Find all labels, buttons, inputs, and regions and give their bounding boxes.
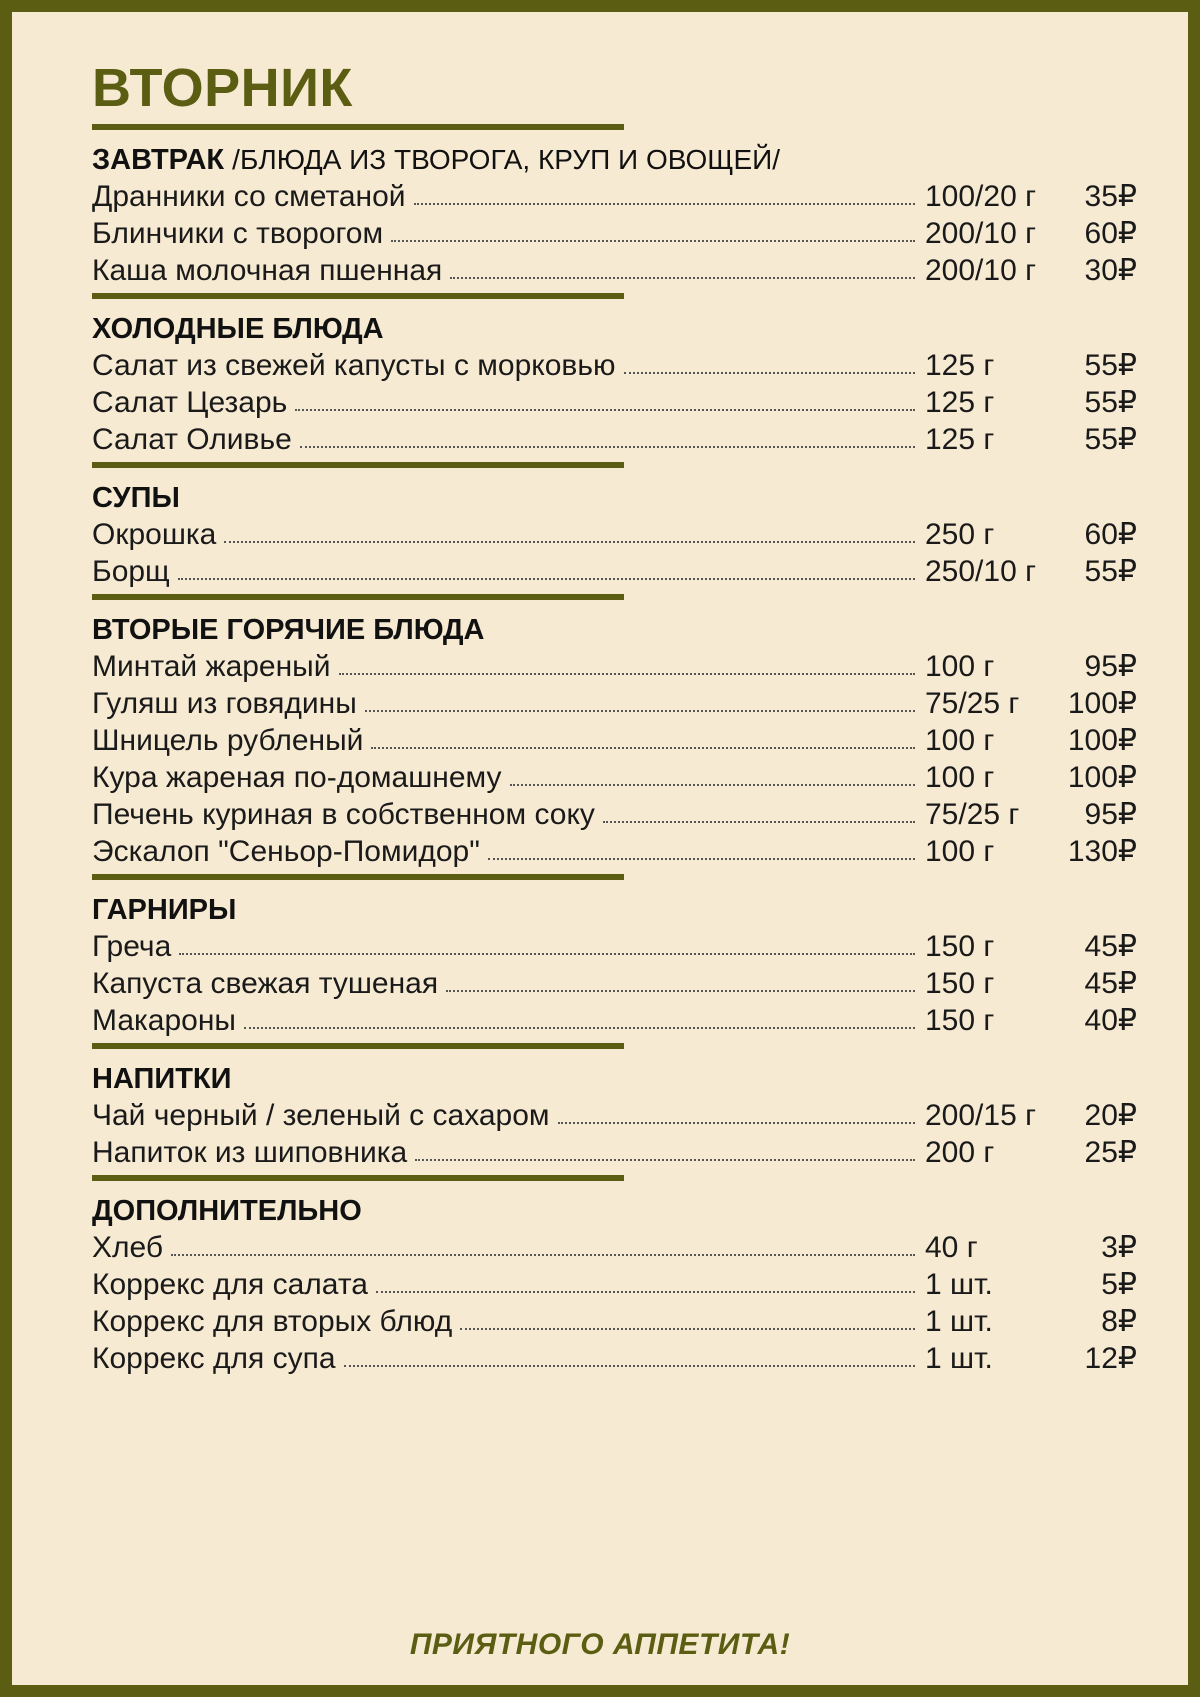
item-weight: 100 г (925, 835, 995, 868)
menu-item (92, 1002, 1137, 1039)
item-weight: 250 г (925, 518, 995, 551)
item-name: Хлеб (92, 1231, 164, 1264)
item-weight: 125 г (925, 423, 995, 456)
section-title: ВТОРЫЕ ГОРЯЧИЕ БЛЮДА (92, 614, 485, 646)
item-weight: 200 г (925, 1136, 995, 1169)
item-weight: 40 г (925, 1231, 978, 1264)
item-weight: 125 г (925, 349, 995, 382)
menu-item (92, 1229, 1137, 1266)
item-weight: 200/10 г (925, 217, 1037, 250)
item-price: 60₽ (1084, 518, 1137, 551)
dot-leader (339, 673, 915, 675)
section-title: ЗАВТРАК (92, 144, 225, 176)
item-name: Капуста свежая тушеная (92, 967, 439, 1000)
menu-section (92, 142, 1137, 299)
item-weight: 100 г (925, 724, 995, 757)
dot-leader (371, 747, 915, 749)
item-price: 55₽ (1084, 555, 1137, 588)
menu-item (92, 384, 1137, 421)
item-weight: 1 шт. (925, 1305, 993, 1338)
title-divider (92, 124, 624, 130)
dot-leader (295, 409, 915, 411)
section-heading (92, 480, 1137, 516)
menu-item (92, 421, 1137, 458)
item-name: Макароны (92, 1004, 236, 1037)
menu-item (92, 553, 1137, 590)
section-note: /БЛЮДА ИЗ ТВОРОГА, КРУП И ОВОЩЕЙ/ (232, 144, 781, 175)
item-name: Блинчики с творогом (92, 217, 384, 250)
section-divider (92, 1175, 624, 1181)
item-name: Салат Оливье (92, 423, 292, 456)
section-title: ГАРНИРЫ (92, 894, 237, 926)
dot-leader (178, 578, 915, 580)
dot-leader (510, 784, 915, 786)
item-name: Коррекс для салата (92, 1268, 368, 1301)
menu-item (92, 1134, 1137, 1171)
menu-section (92, 311, 1137, 468)
item-name: Коррекс для супа (92, 1342, 336, 1375)
section-heading (92, 1193, 1137, 1229)
dot-leader (558, 1122, 915, 1124)
menu-item (92, 1266, 1137, 1303)
dot-leader (488, 858, 915, 860)
menu-item (92, 178, 1137, 215)
menu-item (92, 1340, 1137, 1377)
item-name: Коррекс для вторых блюд (92, 1305, 453, 1338)
item-name: Борщ (92, 555, 170, 588)
dot-leader (624, 372, 915, 374)
item-price: 5₽ (1101, 1268, 1137, 1301)
item-price: 25₽ (1084, 1136, 1137, 1169)
item-name: Окрошка (92, 518, 217, 551)
item-name: Кура жареная по-домашнему (92, 761, 502, 794)
menu-item (92, 965, 1137, 1002)
item-weight: 250/10 г (925, 555, 1037, 588)
menu-item (92, 1303, 1137, 1340)
menu-item (92, 516, 1137, 553)
item-name: Греча (92, 930, 172, 963)
item-name: Эскалоп "Сеньор-Помидор" (92, 835, 480, 868)
menu-item (92, 796, 1137, 833)
dot-leader (603, 821, 915, 823)
menu-section (92, 1061, 1137, 1181)
item-weight: 75/25 г (925, 687, 1020, 720)
item-price: 40₽ (1084, 1004, 1137, 1037)
item-price: 55₽ (1084, 423, 1137, 456)
section-heading (92, 311, 1137, 347)
item-weight: 150 г (925, 1004, 995, 1037)
dot-leader (300, 446, 915, 448)
item-price: 20₽ (1084, 1099, 1137, 1132)
menu-item (92, 685, 1137, 722)
item-weight: 200/10 г (925, 254, 1037, 287)
menu-item (92, 722, 1137, 759)
menu-content (92, 56, 1137, 1377)
page-title: ВТОРНИК (92, 58, 353, 118)
item-name: Минтай жареный (92, 650, 331, 683)
item-weight: 125 г (925, 386, 995, 419)
menu-sections (92, 142, 1137, 1377)
item-price: 95₽ (1084, 650, 1137, 683)
item-price: 45₽ (1084, 967, 1137, 1000)
dot-leader (171, 1254, 915, 1256)
item-price: 35₽ (1084, 180, 1137, 213)
item-name: Напиток из шиповника (92, 1136, 408, 1169)
item-price: 45₽ (1084, 930, 1137, 963)
item-name: Шницель рубленый (92, 724, 364, 757)
item-weight: 1 шт. (925, 1268, 993, 1301)
dot-leader (391, 240, 915, 242)
menu-item (92, 759, 1137, 796)
menu-item (92, 1097, 1137, 1134)
dot-leader (415, 1159, 915, 1161)
item-weight: 150 г (925, 930, 995, 963)
section-title: ХОЛОДНЫЕ БЛЮДА (92, 313, 384, 345)
section-divider (92, 1043, 624, 1049)
item-name: Салат из свежей капусты с морковью (92, 349, 616, 382)
dot-leader (365, 710, 915, 712)
menu-section (92, 612, 1137, 880)
item-weight: 150 г (925, 967, 995, 1000)
menu-item (92, 215, 1137, 252)
dot-leader (376, 1291, 915, 1293)
item-price: 55₽ (1084, 386, 1137, 419)
footer-slogan: ПРИЯТНОГО АППЕТИТА! (409, 1628, 791, 1661)
item-weight: 100 г (925, 761, 995, 794)
dot-leader (414, 203, 915, 205)
menu-item (92, 347, 1137, 384)
dot-leader (224, 541, 915, 543)
dot-leader (244, 1027, 915, 1029)
section-heading (92, 892, 1137, 928)
item-name: Гуляш из говядины (92, 687, 357, 720)
item-weight: 75/25 г (925, 798, 1020, 831)
item-price: 60₽ (1084, 217, 1137, 250)
item-weight: 200/15 г (925, 1099, 1037, 1132)
item-price: 100₽ (1067, 761, 1137, 794)
item-price: 55₽ (1084, 349, 1137, 382)
dot-leader (460, 1328, 915, 1330)
section-title: НАПИТКИ (92, 1063, 232, 1095)
item-price: 8₽ (1101, 1305, 1137, 1338)
menu-section (92, 1193, 1137, 1377)
item-price: 100₽ (1067, 724, 1137, 757)
item-price: 3₽ (1101, 1231, 1137, 1264)
dot-leader (446, 990, 915, 992)
dot-leader (450, 277, 915, 279)
item-price: 12₽ (1084, 1342, 1137, 1375)
menu-section (92, 480, 1137, 600)
section-heading (92, 612, 1137, 648)
menu-item (92, 252, 1137, 289)
item-weight: 100 г (925, 650, 995, 683)
section-heading (92, 1061, 1137, 1097)
item-price: 130₽ (1067, 835, 1137, 868)
item-weight: 1 шт. (925, 1342, 993, 1375)
section-title: СУПЫ (92, 482, 180, 514)
dot-leader (344, 1365, 915, 1367)
section-heading (92, 142, 1137, 178)
item-price: 30₽ (1084, 254, 1137, 287)
menu-section (92, 892, 1137, 1049)
section-divider (92, 874, 624, 880)
item-price: 95₽ (1084, 798, 1137, 831)
item-price: 100₽ (1067, 687, 1137, 720)
menu-item (92, 648, 1137, 685)
item-weight: 100/20 г (925, 180, 1037, 213)
section-divider (92, 293, 624, 299)
menu-item (92, 928, 1137, 965)
section-title: ДОПОЛНИТЕЛЬНО (92, 1195, 362, 1227)
section-divider (92, 594, 624, 600)
section-divider (92, 462, 624, 468)
dot-leader (179, 953, 915, 955)
item-name: Салат Цезарь (92, 386, 288, 419)
menu-item (92, 833, 1137, 870)
item-name: Каша молочная пшенная (92, 254, 443, 287)
item-name: Чай черный / зеленый с сахаром (92, 1099, 550, 1132)
item-name: Дранники со сметаной (92, 180, 406, 213)
item-name: Печень куриная в собственном соку (92, 798, 595, 831)
